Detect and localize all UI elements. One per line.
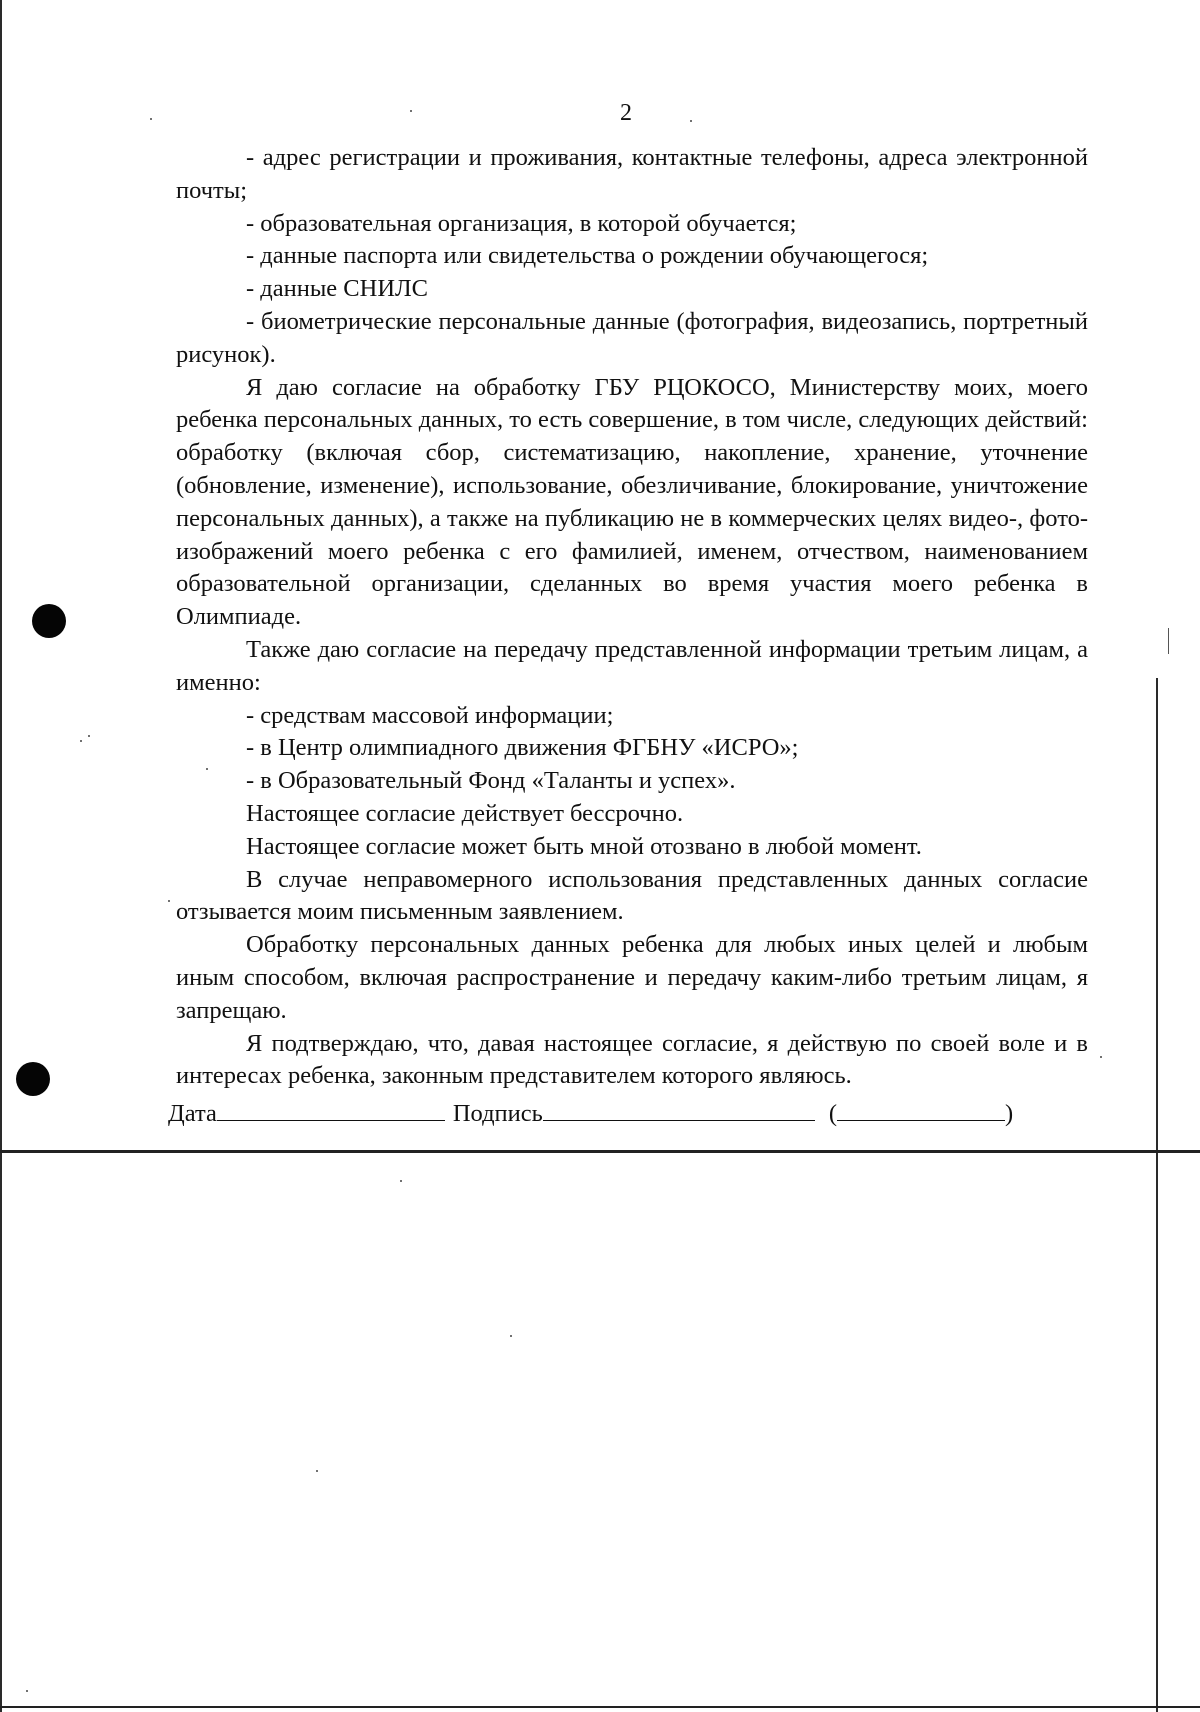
scan-speck [1100,1056,1102,1058]
scan-edge-right [1156,678,1158,1712]
name-blank[interactable] [837,1098,1005,1121]
scan-bottom-edge [0,1706,1200,1708]
scan-edge-left [0,0,2,1712]
paragraph: - биометрические персональные данные (фотография, видеозапись, портретный рисунок). [176,307,1088,368]
paragraph: - в Образовательный Фонд «Таланты и успех». [246,767,736,795]
signature-label: Подпись [452,1100,543,1127]
scan-speck [88,735,90,737]
scan-speck [316,1470,318,1472]
close-paren: ) [1005,1100,1014,1127]
scan-speck [400,1180,402,1182]
paragraph: - данные СНИЛС [246,275,428,303]
signature-line [168,1098,1088,1130]
date-blank[interactable] [217,1098,445,1121]
consent-text [176,142,1088,1093]
scan-speck [150,118,152,120]
paragraph: В случае неправомерного использования представленных данных согласие отзывается моим письменным заявлением. [176,865,1088,926]
paragraph: Настоящее согласие действует бессрочно. [246,799,684,827]
open-paren: ( [828,1100,837,1127]
scan-speck [80,740,82,742]
date-label: Дата [168,1100,217,1127]
paragraph: - адрес регистрации и проживания, контактные телефоны, адреса электронной почты; [176,144,1088,204]
page-number: 2 [620,100,632,126]
paragraph: - в Центр олимпиадного движения ФГБНУ «ИСРО»; [246,734,799,762]
paragraph: - данные паспорта или свидетельства о рождении обучающегося; [246,242,929,270]
scan-speck [410,110,412,112]
scan-mark [1168,628,1169,654]
paragraph: - средствам массовой информации; [246,701,614,729]
punch-hole [16,1062,50,1096]
paragraph: Настоящее согласие может быть мной отозвано в любой момент. [246,832,922,860]
signature-blank[interactable] [543,1098,815,1121]
paragraph: Также даю согласие на передачу представленной информации третьим лицам, а именно: [176,635,1088,696]
punch-hole [32,604,66,638]
scan-speck [168,900,170,902]
scan-speck [690,120,692,122]
scan-fold-line [0,1150,1200,1153]
paragraph: Обработку персональных данных ребенка для любых иных целей и любым иным способом, включая распространение и передачу каким-либо третьим лицам, я запрещаю. [176,931,1088,1024]
scan-speck [26,1690,28,1692]
paragraph: Я подтверждаю, что, давая настоящее согласие, я действую по своей воле и в интересах ребенка, законным представителем которого являюсь. [176,1029,1088,1090]
paragraph: Я даю согласие на обработку ГБУ РЦОКОСО, Министерству моих, моего ребенка персональных данных, то есть совершение, в том числе, следующих действий: обработку (включая сбор, систематизацию, накопление, хранение, уточнение (обновление, изменение), использование, обезличивание, блокирование, уничтожение персональных данных), а также на публикацию не в коммерческих целях видео-, фото- изображений моего ребенка с его фамилией, именем, отчеством, наименованием образовательной организации, сделанных во время участия моего ребенка в Олимпиаде. [176,373,1088,631]
paragraph: - образовательная организация, в которой обучается; [246,209,797,237]
scan-speck [510,1335,512,1337]
